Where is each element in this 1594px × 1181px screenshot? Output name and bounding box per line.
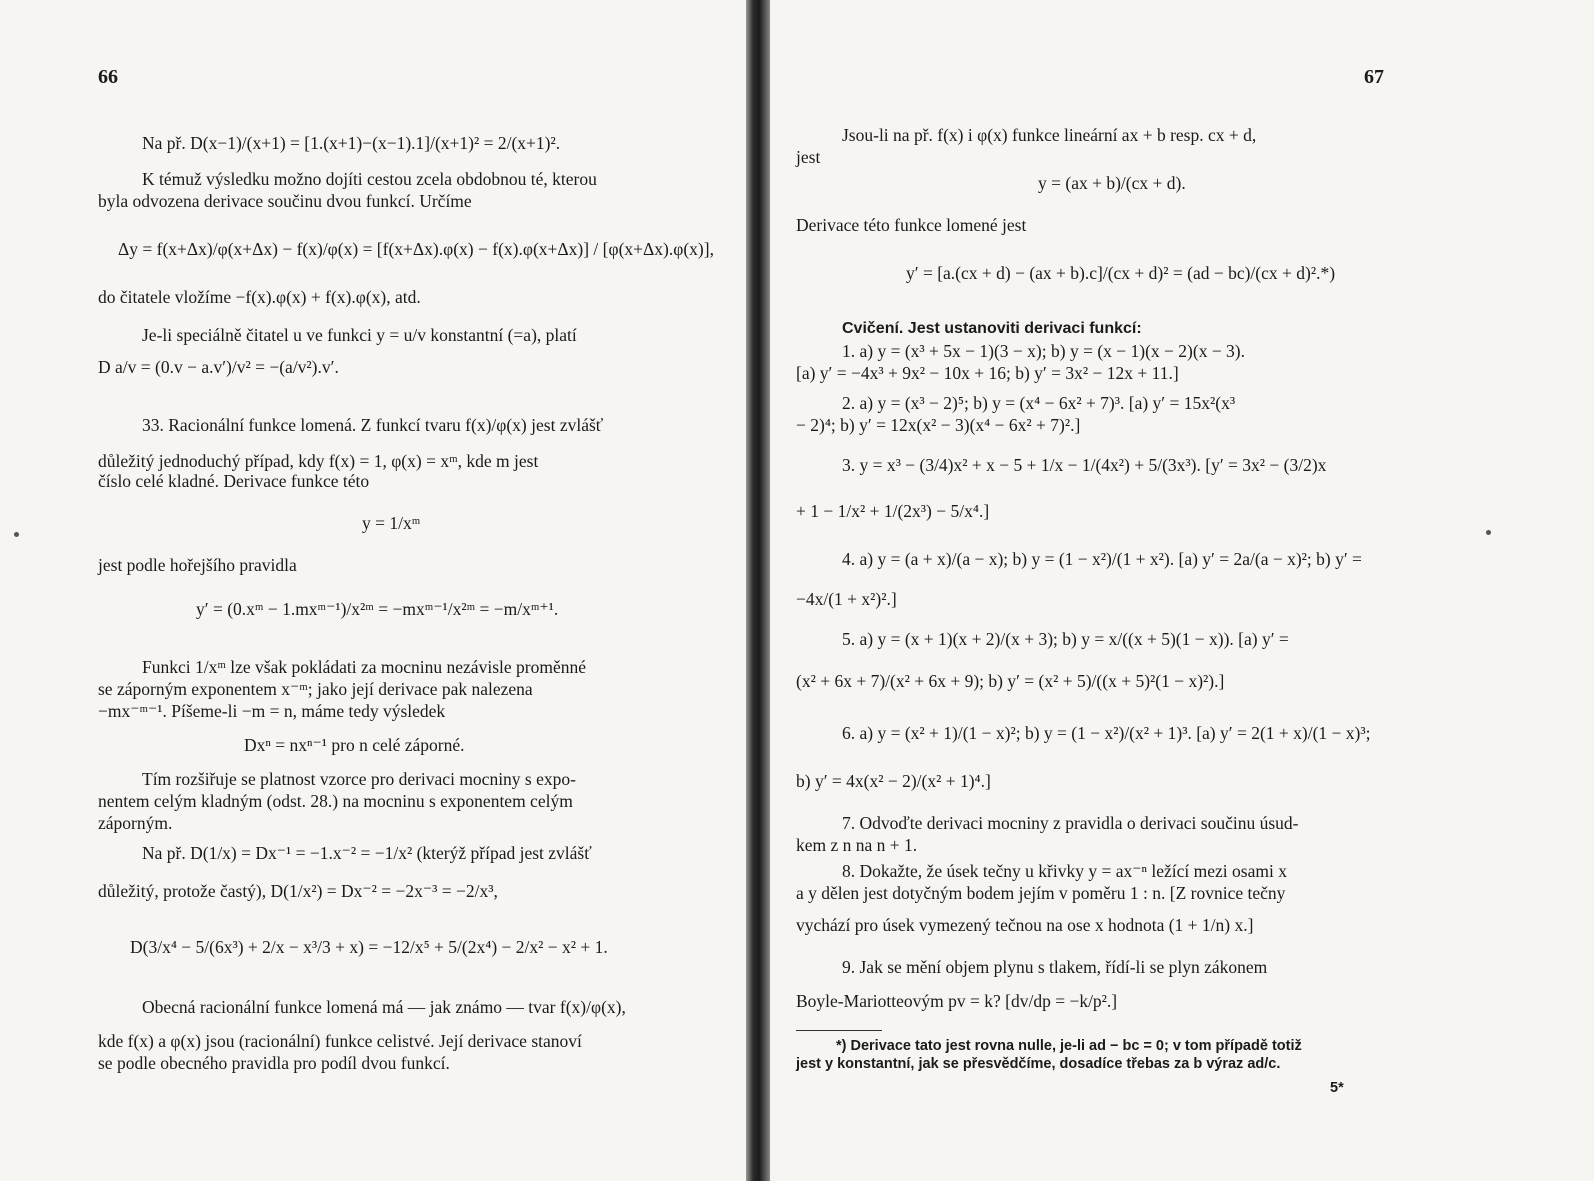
exercise-line: 4. a) y = (a + x)/(a − x); b) y = (1 − x²)/(1 + x²). [a) y′ = 2a/(a − x)²; b) y′ = — [842, 549, 1362, 569]
text-line: K témuž výsledku možno dojíti cestou zcela obdobnou té, kterou — [142, 169, 597, 189]
text-line: záporným. — [98, 813, 173, 833]
exercise-line: 9. Jak se mění objem plynu s tlakem, řídí-li se plyn zákonem — [842, 957, 1268, 977]
text-line: Jsou-li na př. f(x) i φ(x) funkce lineární ax + b resp. cx + d, — [842, 125, 1257, 145]
page-number: 67 — [1364, 66, 1384, 88]
text-line: Na př. D(1/x) = Dx⁻¹ = −1.x⁻² = −1/x² (kterýž případ jest zvlášť — [142, 843, 592, 863]
text-line: kde f(x) a φ(x) jsou (racionální) funkce celistvé. Její derivace stanoví — [98, 1031, 582, 1051]
equation: y′ = [a.(cx + d) − (ax + b).c]/(cx + d)² = (ad − bc)/(cx + d)².*) — [906, 263, 1336, 283]
footnote-rule — [796, 1030, 882, 1031]
signature-mark: 5* — [1330, 1080, 1344, 1096]
exercise-line: b) y′ = 4x(x² − 2)/(x² + 1)⁴.] — [796, 771, 991, 791]
exercise-line: Boyle-Mariotteovým pv = k? [dv/dp = −k/p².] — [796, 991, 1118, 1011]
equation: D a/v = (0.v − a.v′)/v² = −(a/v²).v′. — [98, 357, 339, 377]
equation: Dxⁿ = nxⁿ⁻¹ pro n celé záporné. — [244, 735, 465, 755]
exercise-line: −4x/(1 + x²)².] — [796, 589, 897, 609]
exercise-line: 5. a) y = (x + 1)(x + 2)/(x + 3); b) y = x/((x + 5)(1 − x)). [a) y′ = — [842, 629, 1289, 649]
book-gutter — [746, 0, 770, 1181]
equation: Δy = f(x+Δx)/φ(x+Δx) − f(x)/φ(x) = [f(x+Δx).φ(x) − f(x).φ(x+Δx)] / [φ(x+Δx).φ(x)], — [118, 239, 714, 259]
text-line: −mx⁻ᵐ⁻¹. Píšeme-li −m = n, máme tedy výsledek — [98, 701, 446, 721]
ink-dot — [1486, 530, 1491, 535]
page-number: 66 — [98, 66, 118, 88]
exercise-line: a y dělen jest dotyčným bodem jejím v poměru 1 : n. [Z rovnice tečny — [796, 883, 1286, 903]
section-heading: 33. Racionální funkce lomená. Z funkcí tvaru f(x)/φ(x) jest zvlášť — [142, 415, 604, 435]
text-line: Derivace této funkce lomené jest — [796, 215, 1027, 235]
exercise-line: + 1 − 1/x² + 1/(2x³) − 5/x⁴.] — [796, 501, 990, 521]
text-line: Obecná racionální funkce lomená má — jak známo — tvar f(x)/φ(x), — [142, 997, 626, 1017]
text-line: Tím rozšiřuje se platnost vzorce pro derivaci mocniny s expo- — [142, 769, 576, 789]
text-line: důležitý, protože častý), D(1/x²) = Dx⁻² = −2x⁻³ = −2/x³, — [98, 881, 498, 901]
text-line: číslo celé kladné. Derivace funkce této — [98, 471, 370, 491]
text-line: Na př. D(x−1)/(x+1) = [1.(x+1)−(x−1).1]/(x+1)² = 2/(x+1)². — [142, 133, 561, 153]
footnote-line: *) Derivace tato jest rovna nulle, je-li ad − bc = 0; v tom případě totiž — [836, 1038, 1302, 1054]
text-line: jest — [796, 147, 821, 167]
footnote-line: jest y konstantní, jak se přesvědčíme, dosadíce třebas za b výraz ad/c. — [796, 1056, 1281, 1072]
text-line: se záporným exponentem x⁻ᵐ; jako její derivace pak nalezena — [98, 679, 533, 699]
exercise-line: 1. a) y = (x³ + 5x − 1)(3 − x); b) y = (x − 1)(x − 2)(x − 3). — [842, 341, 1246, 361]
text-line: jest podle hořejšího pravidla — [98, 555, 297, 575]
exercise-line: − 2)⁴; b) y′ = 12x(x² − 3)(x⁴ − 6x² + 7)².] — [796, 415, 1081, 435]
exercise-line: 7. Odvoďte derivaci mocniny z pravidla o derivaci součinu úsud- — [842, 813, 1299, 833]
text-line: Funkci 1/xᵐ lze však pokládati za mocninu nezávisle proměnné — [142, 657, 586, 677]
text-line: nentem celým kladným (odst. 28.) na mocninu s exponentem celým — [98, 791, 573, 811]
exercise-line: [a) y′ = −4x³ + 9x² − 10x + 16; b) y′ = 3x² − 12x + 11.] — [796, 363, 1179, 383]
exercise-line: 6. a) y = (x² + 1)/(1 − x)²; b) y = (1 − x²)/(x² + 1)³. [a) y′ = 2(1 + x)/(1 − x)³; — [842, 723, 1371, 743]
right-page — [770, 0, 1594, 1181]
text-line: se podle obecného pravidla pro podíl dvou funkcí. — [98, 1053, 450, 1073]
exercises-heading: Cvičení. Jest ustanoviti derivaci funkcí: — [842, 320, 1142, 337]
exercise-line: kem z n na n + 1. — [796, 835, 918, 855]
equation: D(3/x⁴ − 5/(6x³) + 2/x − x³/3 + x) = −12/x⁵ + 5/(2x⁴) − 2/x² − x² + 1. — [130, 937, 608, 957]
exercise-line: (x² + 6x + 7)/(x² + 6x + 9); b) y′ = (x² + 5)/((x + 5)²(1 − x)²).] — [796, 671, 1225, 691]
text-line: do čitatele vložíme −f(x).φ(x) + f(x).φ(x), atd. — [98, 287, 421, 307]
equation: y = (ax + b)/(cx + d). — [1038, 173, 1186, 193]
ink-dot — [14, 532, 19, 537]
text-line: důležitý jednoduchý případ, kdy f(x) = 1, φ(x) = xᵐ, kde m jest — [98, 451, 539, 471]
equation: y = 1/xᵐ — [362, 513, 421, 533]
exercise-line: vychází pro úsek vymezený tečnou na ose x hodnota (1 + 1/n) x.] — [796, 915, 1254, 935]
text-line: byla odvozena derivace součinu dvou funkcí. Určíme — [98, 191, 472, 211]
equation: y′ = (0.xᵐ − 1.mxᵐ⁻¹)/x²ᵐ = −mxᵐ⁻¹/x²ᵐ = −m/xᵐ⁺¹. — [196, 599, 559, 619]
exercise-line: 2. a) y = (x³ − 2)⁵; b) y = (x⁴ − 6x² + 7)³. [a) y′ = 15x²(x³ — [842, 393, 1236, 413]
exercise-line: 3. y = x³ − (3/4)x² + x − 5 + 1/x − 1/(4x²) + 5/(3x³). [y′ = 3x² − (3/2)x — [842, 455, 1327, 475]
text-line: Je-li speciálně čitatel u ve funkci y = u/v konstantní (=a), platí — [142, 325, 577, 345]
left-page — [0, 0, 746, 1181]
exercise-line: 8. Dokažte, že úsek tečny u křivky y = ax⁻ⁿ ležící mezi osami x — [842, 861, 1287, 881]
